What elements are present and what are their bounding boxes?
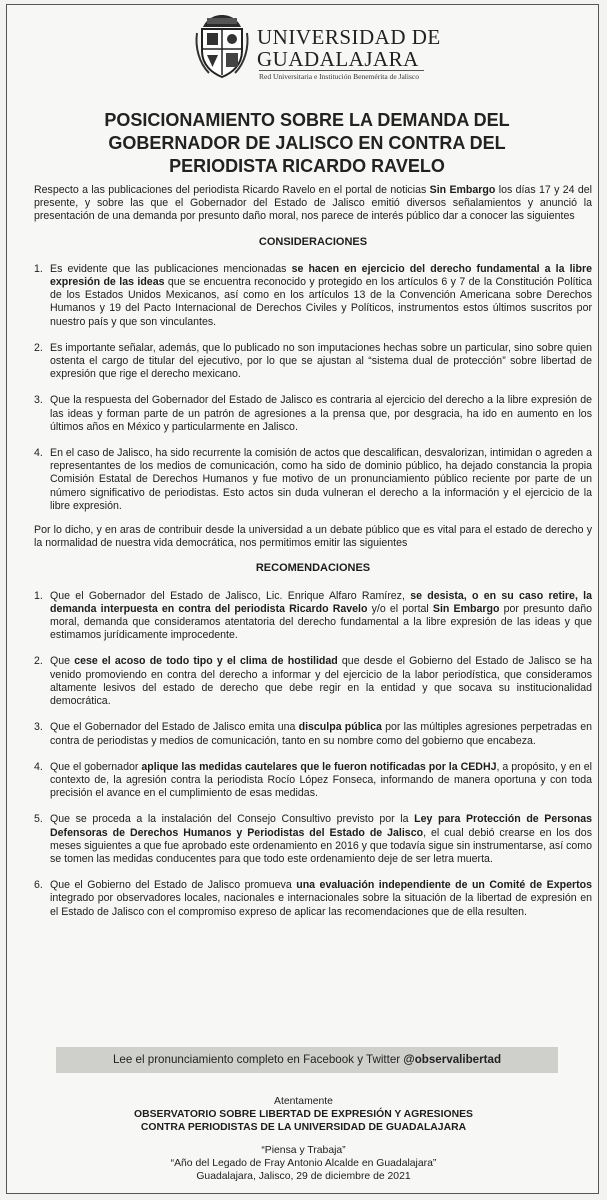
title-line2: GOBERNADOR DE JALISCO EN CONTRA DEL [108, 133, 506, 153]
university-header [7, 13, 598, 81]
document-title [47, 109, 567, 178]
twitter-handle: @observalibertad [403, 1053, 502, 1066]
list-item: 4. Que el gobernador aplique las medidas cautelares que le fueron notificadas por la CEDHJ, a propósito, y en el contexto de, la agresión contra la periodista Rocío López Fonseca, informando de manera oportuna y con toda precisión el avance en el cumplimiento de esas medidas. [34, 760, 592, 800]
list-item: 1. Que el Gobernador del Estado de Jalisco, Lic. Enrique Alfaro Ramírez, se desista, o en su caso retire, la demanda interpuesta en contra del periodista Ricardo Ravelo y/o el portal Sin Embargo por presunto daño moral, demanda que consideramos atentatoria del derecho fundamental a la libre expresión de las ideas y que estimamos jurídicamente improcedente. [34, 589, 593, 642]
university-name-line2: GUADALAJARA [257, 47, 419, 71]
list-item: 1. Es evidente que las publicaciones mencionadas se hacen en ejercicio del derecho fundamental a la libre expresión de las ideas que se encuentra reconocido y protegido en los artículos 6 y 7 de la Constitución Política de los Estados Unidos Mexicanos, así como en los artículos 13 de la Convención Americana sobre Derechos Humanos y 19 del Pacto Internacional de Derechos Civiles y Políticos, instrumentos estos últimos suscritos por nuestro país y que son vinculantes. [34, 262, 592, 328]
transition-paragraph: Por lo dicho, y en aras de contribuir desde la universidad a un debate público que es vital para el estado de derecho y la normalidad de nuestra vida democrática, nos permitimos emitir las siguientes [34, 524, 592, 550]
org-name-line2: CONTRA PERIODISTAS DE LA UNIVERSIDAD DE GUADALAJARA [140, 1122, 467, 1133]
social-banner [56, 1047, 558, 1073]
recommendations-list [34, 590, 592, 919]
university-name-line1: UNIVERSIDAD DE [257, 25, 441, 49]
university-seal-icon [193, 13, 251, 79]
banner-text: Lee el pronunciamiento completo en Facebook y Twitter [112, 1053, 404, 1066]
list-item: 2. Es importante señalar, además, que lo publicado no son imputaciones hechas sobre un particular, sino sobre quien ostenta el cargo de titular del ejecutivo, por lo que se ajustan al “sistema dual de protección” sobre libertad de expresión que rige el derecho mexicano. [34, 341, 592, 381]
recommendations-heading: RECOMENDACIONES [255, 562, 371, 575]
list-item: 5. Que se proceda a la instalación del Consejo Consultivo previsto por la Ley para Protección de Personas Defensoras de Derechos Humanos y Periodistas del Estado de Jalisco, el cual debió crearse en los dos meses siguientes a que fue aprobado este ordenamiento en 2016 y que todavía sigue sin instrumentarse, así como se tomen las medidas conducentes para que todo este ordenamiento deje de ser letra muerta. [34, 813, 592, 865]
org-name-line1: OBSERVATORIO SOBRE LIBERTAD DE EXPRESIÓN Y AGRESIONES [134, 1109, 473, 1120]
intro-paragraph: Respecto a las publicaciones del periodista Ricardo Ravelo en el portal de noticias Sin Embargo los días 17 y 24 del presente, y sobre las que el Gobernador del Estado de Jalisco emitió diversos señalamientos y anunció la presentación de una demanda por presunto daño moral, nos parece de interés público dar a conocer las siguientes [34, 184, 592, 223]
university-subline: Red Universitaria e Institución Benemérita de Jalisco [259, 70, 424, 81]
list-item: 3. Que el Gobernador del Estado de Jalisco emita una disculpa pública por las múltiples agresiones perpetradas en contra de periodistas y medios de comunicación, tanto en su nombre como del gobierno que encabeza. [34, 721, 592, 747]
document-body [34, 184, 592, 932]
considerations-heading: CONSIDERACIONES [258, 235, 368, 248]
considerations-list [34, 263, 592, 513]
list-item: 4. En el caso de Jalisco, ha sido recurrente la comisión de actos que descalifican, desvalorizan, intimidan o agreden a representantes de los medios de comunicación, como ha sido de dominio público, ha dejado constancia la propia Comisión Estatal de Derechos Humanos y fue motivo de un pronunciamiento público reciente por parte de un número significativo de periodistas. Esto actos sin duda vulneran el derecho a la información y el ejercicio de la libre expresión. [34, 447, 592, 512]
year-motto: “Año del Legado de Fray Antonio Alcalde en Guadalajara” [170, 1158, 437, 1169]
motto: “Piensa y Trabaja” [261, 1145, 346, 1156]
signature-block [0, 1095, 607, 1183]
title-line3: PERIODISTA RICARDO RAVELO [169, 156, 445, 176]
list-item: 6. Que el Gobierno del Estado de Jalisco promueva una evaluación independiente de un Comité de Expertos integrado por observadores locales, nacionales e internacionales sobre la situación de la libertad de expresión en el Estado de Jalisco con el compromiso expreso de aplicar las recomendaciones que de ella resulten. [34, 879, 592, 918]
regards-text: Atentamente [274, 1096, 333, 1107]
list-item: 3. Que la respuesta del Gobernador del Estado de Jalisco es contraria al ejercicio del derecho a la libre expresión de las ideas y forman parte de un patrón de agresiones a la prensa que, por desgracia, ha ido en aumento en los últimos años en México y particularmente en Jalisco. [34, 394, 592, 433]
list-item: 2. Que cese el acoso de todo tipo y el clima de hostilidad que desde el Gobierno del Estado de Jalisco se ha venido promoviendo en contra del derecho a informar y del ejercicio de la labor periodística, que consideramos altamente lesivos del estado de derecho que debe regir en la entidad y que socava su institucionalidad democrática. [34, 655, 592, 708]
place-date: Guadalajara, Jalisco, 29 de diciembre de 2021 [196, 1171, 411, 1182]
title-line1: POSICIONAMIENTO SOBRE LA DEMANDA DEL [104, 110, 510, 130]
